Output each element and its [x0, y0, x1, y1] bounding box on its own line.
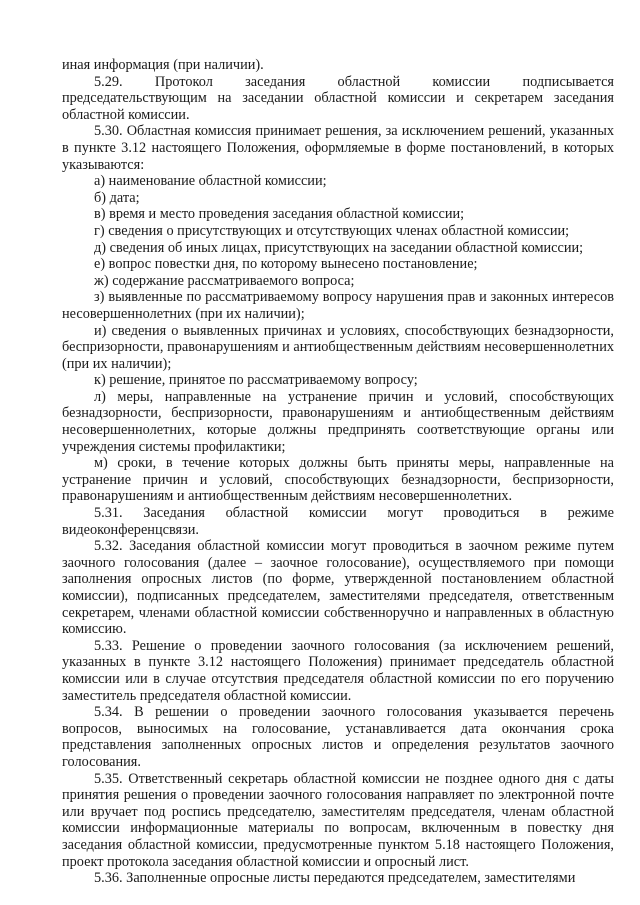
list-item-l: л) меры, направленные на устранение причин и условий, способствующих безнадзорности, беспризорности, правонарушениям и антиобщественным действиям несовершеннолетних, которые должны предпринять соответствующие органы или учреждения системы профилактики; — [62, 388, 614, 455]
paragraph-5-30: 5.30. Областная комиссия принимает решения, за исключением решений, указанных в пункте 3.12 настоящего Положения, оформляемые в форме постановлений, в которых указываются: — [62, 123, 614, 173]
list-item-g: г) сведения о присутствующих и отсутствующих членах областной комиссии; — [94, 222, 570, 239]
paragraph-5-34: 5.34. В решении о проведении заочного голосования указывается перечень вопросов, выносимых на голосование, устанавливается дата окончания срока представления заполненных опросных листов и определения результатов заочного голосования. — [62, 704, 614, 770]
list-item-b: б) дата; — [94, 189, 140, 206]
paragraph-5-35: 5.35. Ответственный секретарь областной комиссии не позднее одного дня с даты принятия решения о проведении заочного голосования направляет по электронной почте или вручает под роспись председателю, заместителям председателя, членам областной комиссии информационные материалы по вопросам, включенным в повестку дня заседания областной комиссии, предусмотренные пунктом 5.18 настоящего Положения, проект протокола заседания областной комиссии и опросный лист. — [62, 770, 614, 870]
paragraph-5-31: 5.31. Заседания областной комиссии могут проводиться в режиме видеоконференцсвязи. — [62, 505, 614, 538]
document-body — [62, 57, 614, 887]
paragraph-5-29: 5.29. Протокол заседания областной комиссии подписывается председательствующим на заседании областной комиссии и секретарем заседания областной комиссии. — [62, 73, 614, 123]
list-item-e: е) вопрос повестки дня, по которому вынесено постановление; — [94, 256, 478, 273]
list-item-d: д) сведения об иных лицах, присутствующих на заседании областной комиссии; — [94, 239, 584, 256]
list-item-zh: ж) содержание рассматриваемого вопроса; — [94, 272, 355, 289]
paragraph-5-36: 5.36. Заполненные опросные листы передаются председателем, заместителями — [94, 870, 576, 887]
paragraph-continuation: иная информация (при наличии). — [62, 57, 264, 73]
list-item-m: м) сроки, в течение которых должны быть приняты меры, направленные на устранение причин и условий, способствующих безнадзорности, беспризорности, правонарушениям и антиобщественным действиям несовершеннолетних. — [62, 455, 614, 505]
list-item-k: к) решение, принятое по рассматриваемому вопросу; — [94, 372, 418, 389]
list-item-a: а) наименование областной комиссии; — [94, 173, 327, 190]
list-item-i: и) сведения о выявленных причинах и условиях, способствующих безнадзорности, беспризорности, правонарушениям и антиобщественным действиям несовершеннолетних (при их наличии); — [62, 322, 614, 372]
list-item-v: в) время и место проведения заседания областной комиссии; — [94, 206, 465, 223]
paragraph-5-32: 5.32. Заседания областной комиссии могут проводиться в заочном режиме путем заочного голосования (далее – заочное голосование), осуществляемого при помощи заполнения опросных листов (по форме, утвержденной постановлением областной комиссии), подписанных председателем, заместителями председателя, ответственным секретарем, членами областной комиссии собственноручно и направленных в областную комиссию. — [62, 538, 614, 638]
list-item-z: з) выявленные по рассматриваемому вопросу нарушения прав и законных интересов несовершеннолетних (при их наличии); — [62, 289, 614, 322]
paragraph-5-33: 5.33. Решение о проведении заочного голосования (за исключением решений, указанных в пункте 3.12 настоящего Положения) принимает председатель областной комиссии или в случае отсутствия председателя областной комиссии по его поручению заместитель председателя областной комиссии. — [62, 637, 614, 704]
